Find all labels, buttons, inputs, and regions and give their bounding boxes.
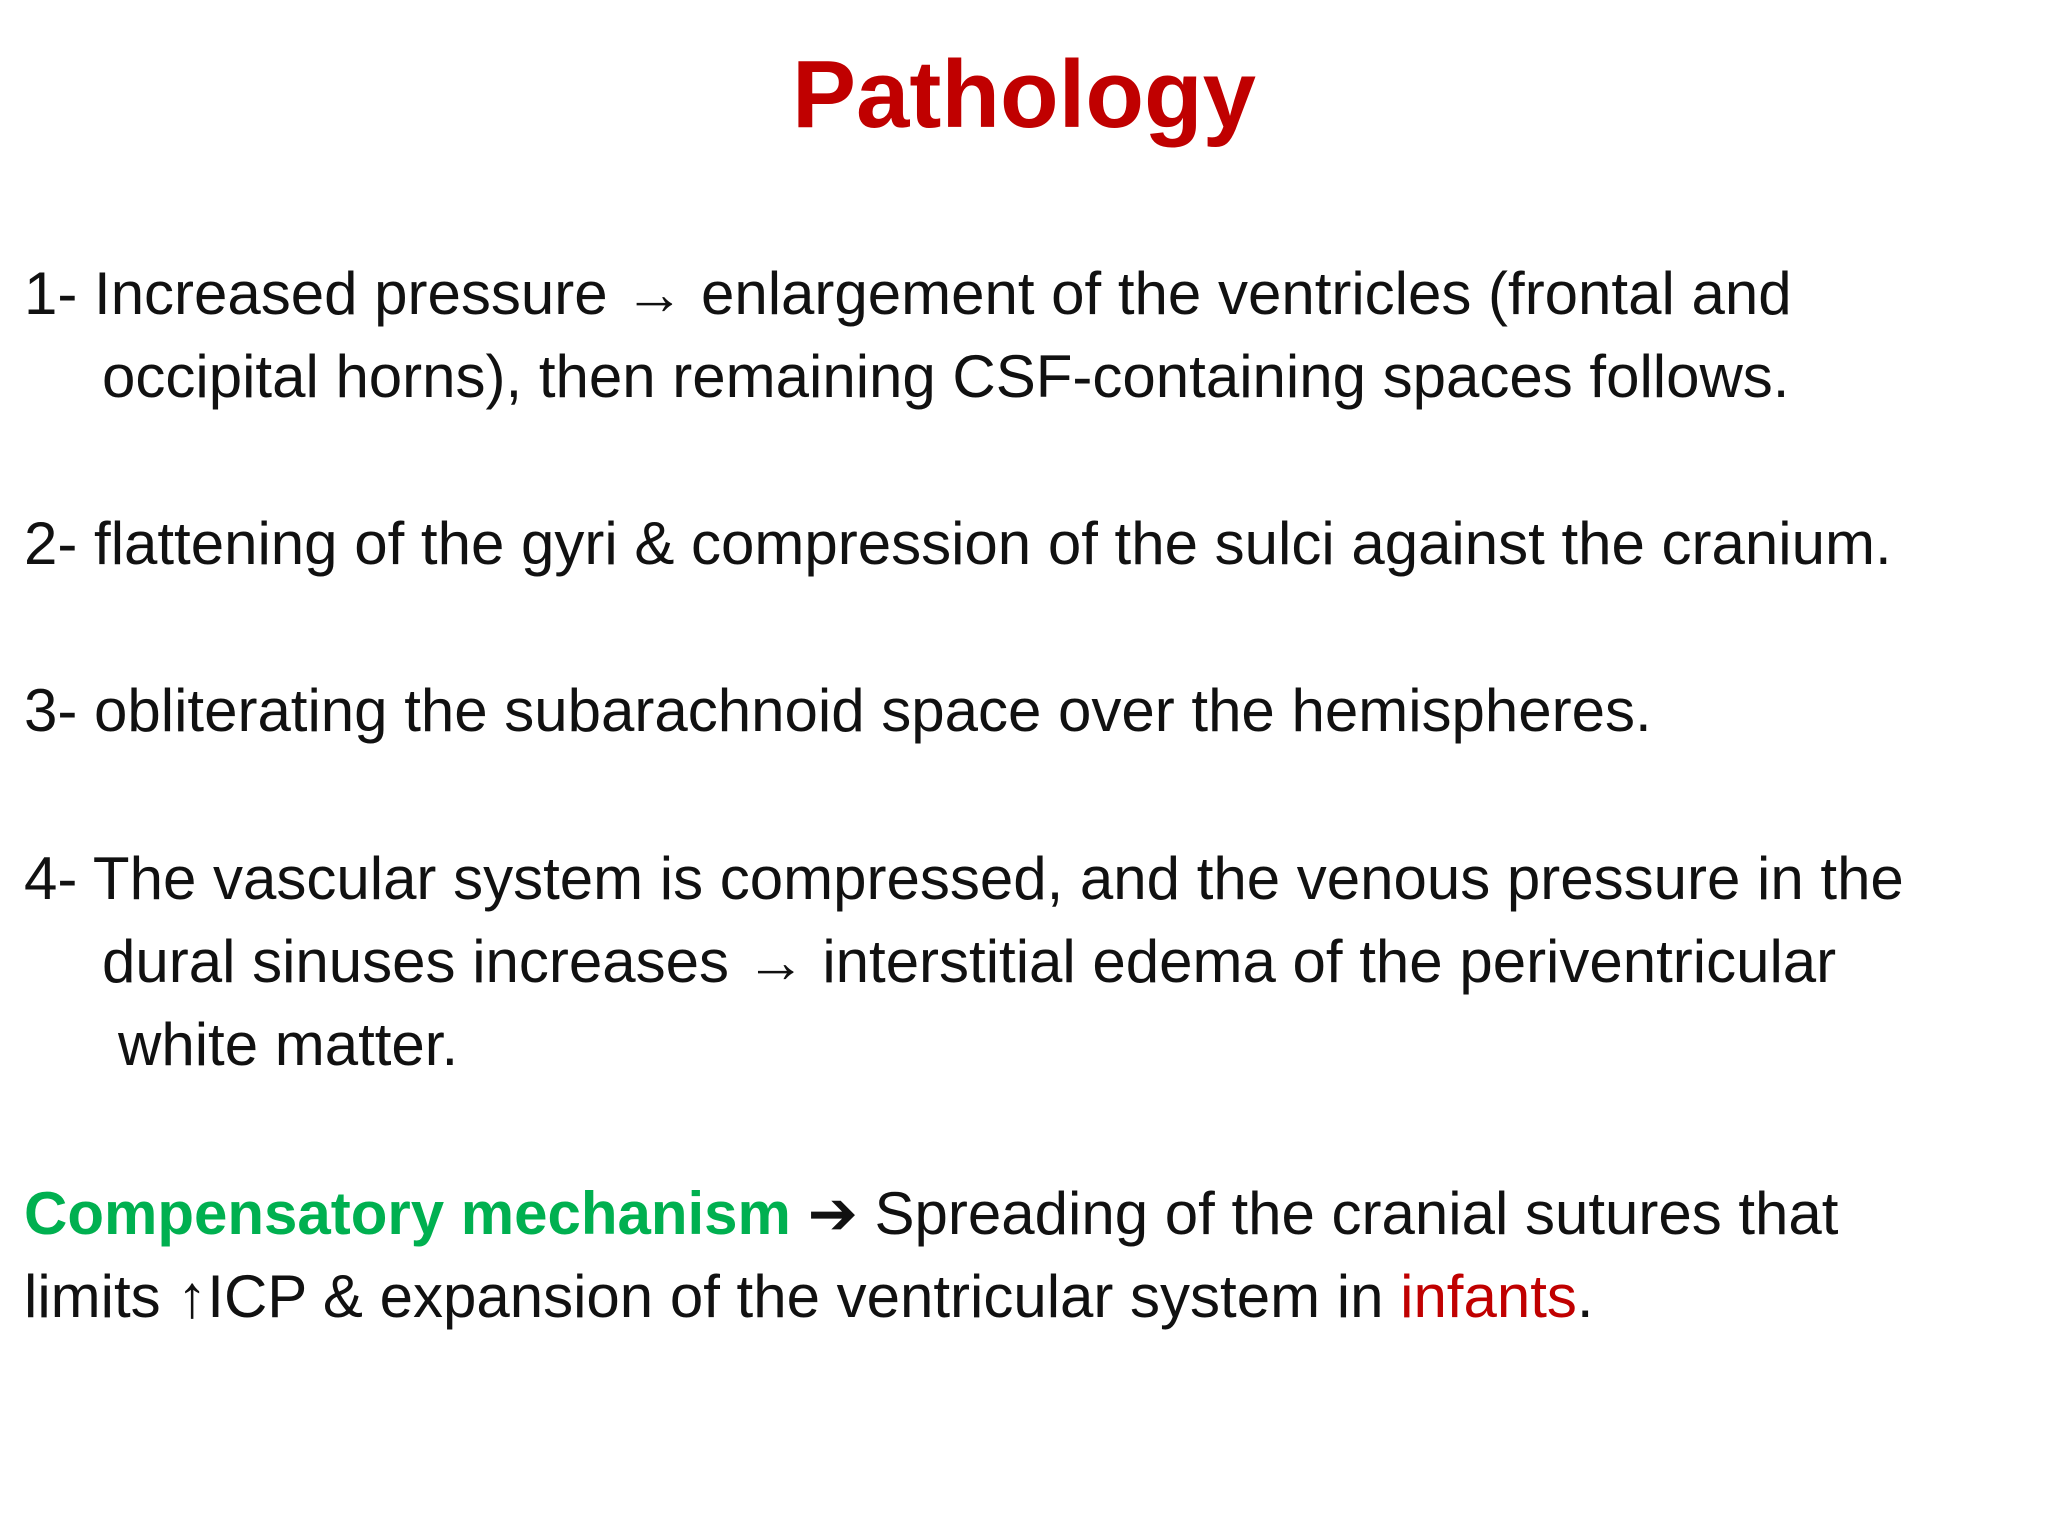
compensatory-text-1: Spreading of the cranial sutures that [874,1180,1839,1247]
point-4-line-1: 4- The vascular system is compressed, and the venous pressure in the [24,845,1904,912]
compensatory-line-2 [24,1255,2024,1338]
point-1-line-1: 1- Increased pressure → enlargement of the ventricles (frontal and [24,260,1792,327]
slide-title: Pathology [791,41,1256,148]
point-2 [24,502,2024,585]
point-4-line-3: white matter. [118,1011,459,1078]
compensatory-line-1 [24,1172,2024,1255]
bold-right-arrow-icon: ➔ [807,1180,858,1247]
point-1-line-2: occipital horns), then remaining CSF-containing spaces follows. [102,343,1790,410]
point-1 [24,252,2024,418]
point-3-line-1: 3- obliterating the subarachnoid space over the hemispheres. [24,677,1652,744]
compensatory-text-2: limits ↑ICP & expansion of the ventricular system in [24,1263,1384,1330]
point-2-line-1: 2- flattening of the gyri & compression of the sulci against the cranium. [24,510,1892,577]
compensatory-end: . [1576,1263,1594,1330]
point-3 [24,669,2024,752]
compensatory-mechanism [24,1172,2024,1338]
point-4-line-2: dural sinuses increases → interstitial edema of the periventricular [102,928,1837,995]
point-4 [24,837,2024,1086]
infants-highlight: infants [1400,1263,1577,1330]
compensatory-label: Compensatory mechanism [24,1180,791,1247]
